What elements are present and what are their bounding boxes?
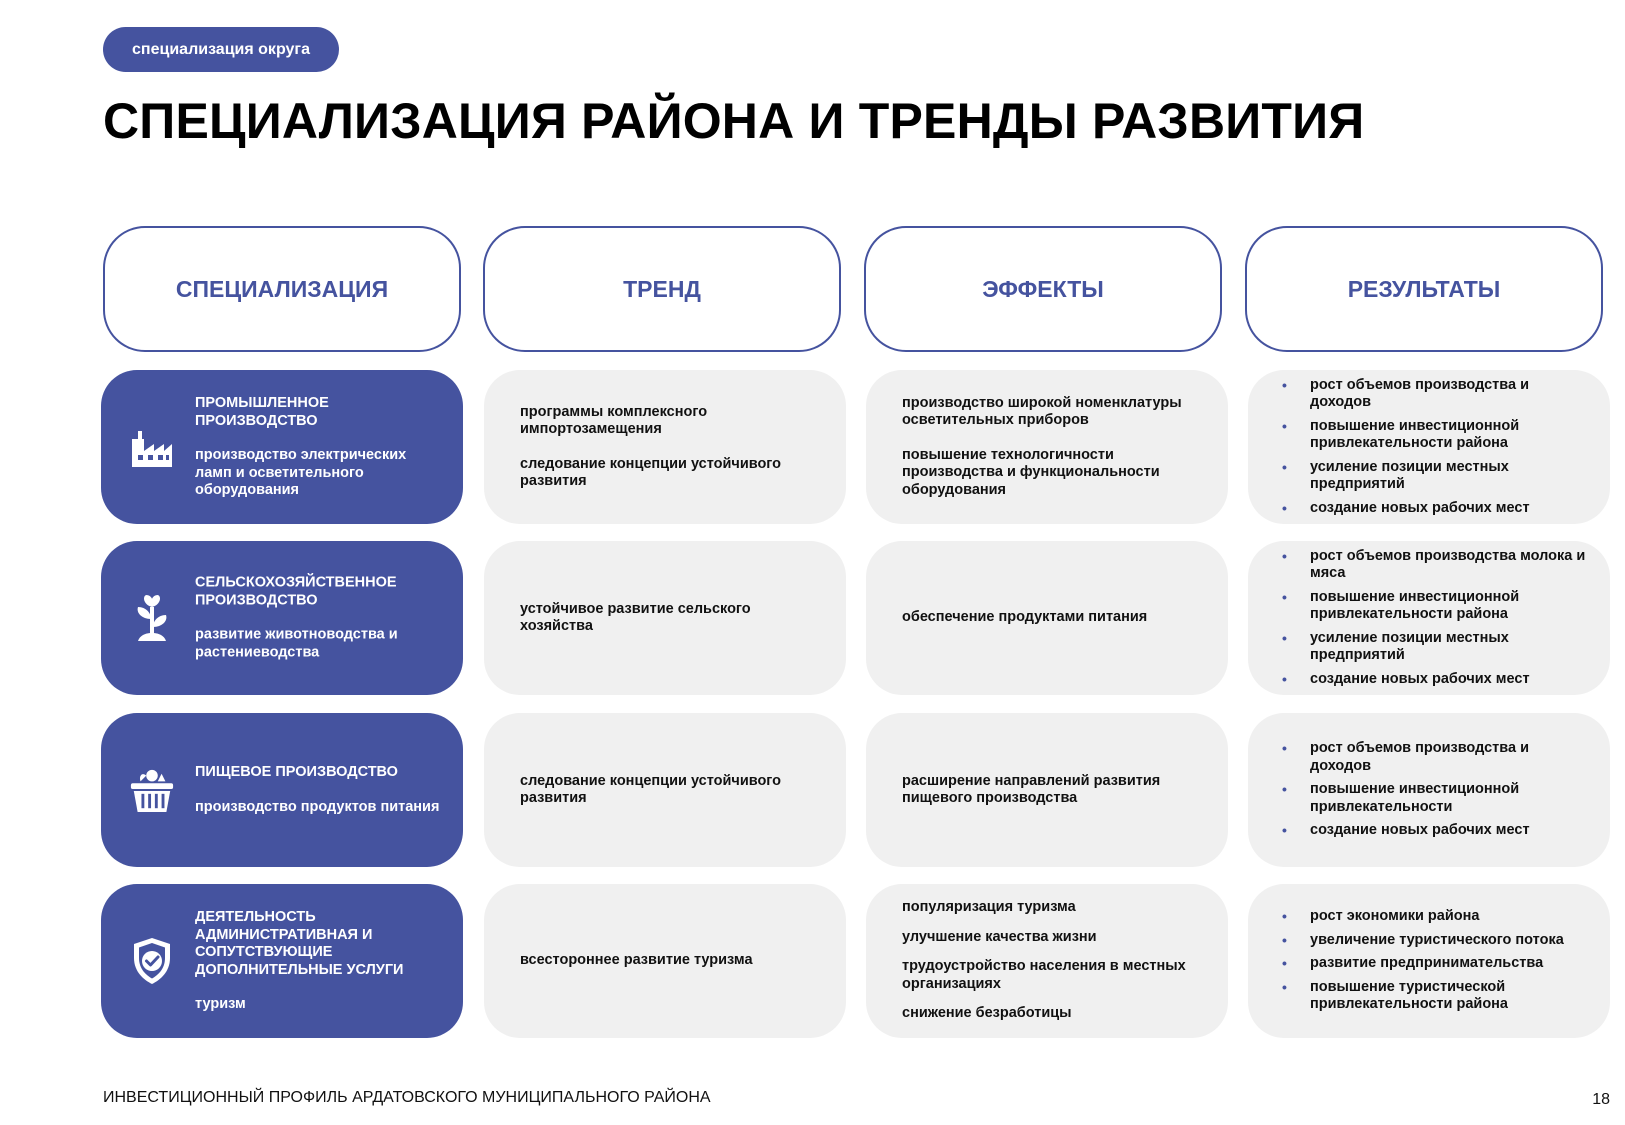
- effect-item: производство широкой номенклатуры осветительных приборов: [902, 394, 1182, 429]
- trend-item: следование концепции устойчивого развития: [520, 772, 782, 806]
- spec-name: ДЕЯТЕЛЬНОСТЬ АДМИНИСТРАТИВНАЯ И СОПУТСТВУЮЩИЕ ДОПОЛНИТЕЛЬНЫЕ УСЛУГИ: [195, 908, 404, 978]
- spec-description: производство электрических ламп и осветительного оборудования: [195, 446, 407, 498]
- trend-cell-3: [484, 713, 846, 867]
- header-trend: [483, 226, 841, 352]
- result-item: • развитие предпринимательства: [1282, 955, 1590, 973]
- results-cell-4: [1248, 884, 1610, 1038]
- result-item: • усиление позиции местных предприятий: [1282, 459, 1590, 494]
- effect-item: обеспечение продуктами питания: [902, 609, 1148, 626]
- results-cell-1: [1248, 370, 1610, 524]
- result-item: • создание новых рабочих мест: [1282, 822, 1590, 840]
- effect-item: снижение безработицы: [902, 1005, 1072, 1022]
- result-item: • создание новых рабочих мест: [1282, 500, 1590, 518]
- effects-cell-4: [866, 884, 1228, 1038]
- result-item: • повышение туристической привлекательности района: [1282, 979, 1590, 1014]
- spec-description: развитие животноводства и растениеводства: [195, 626, 398, 660]
- spec-cell-agriculture: [101, 541, 463, 695]
- footer-text: ИНВЕСТИЦИОННЫЙ ПРОФИЛЬ АРДАТОВСКОГО МУНИЦИПАЛЬНОГО РАЙОНА: [103, 1089, 711, 1106]
- spec-cell-administrative: [101, 884, 463, 1038]
- sprout-icon: [129, 593, 175, 643]
- page-number: 18: [1592, 1091, 1610, 1108]
- spec-description: производство продуктов питания: [195, 798, 440, 815]
- header-results: [1245, 226, 1603, 352]
- header-results-label: РЕЗУЛЬТАТЫ: [1347, 275, 1501, 302]
- trend-item: программы комплексного импортозамещения: [520, 403, 708, 437]
- spec-cell-food: [101, 713, 463, 867]
- trend-item: всестороннее развитие туризма: [520, 952, 753, 969]
- result-item: • рост объемов производства и доходов: [1282, 740, 1590, 775]
- header-effects: [864, 226, 1222, 352]
- results-cell-3: [1248, 713, 1610, 867]
- header-effects-label: ЭФФЕКТЫ: [982, 275, 1104, 302]
- effect-item: повышение технологичности производства и функциональности оборудования: [902, 446, 1160, 498]
- result-item: • повышение инвестиционной привлекательности района: [1282, 589, 1590, 624]
- factory-icon: [129, 422, 175, 472]
- result-item: • рост экономики района: [1282, 908, 1590, 926]
- result-item: • повышение инвестиционной привлекательности района: [1282, 418, 1590, 453]
- effect-item: трудоустройство населения в местных организациях: [902, 958, 1186, 992]
- shield-check-icon: [129, 936, 175, 986]
- spec-name: СЕЛЬСКОХОЗЯЙСТВЕННОЕ ПРОИЗВОДСТВО: [195, 574, 397, 608]
- effect-item: улучшение качества жизни: [902, 928, 1097, 945]
- section-badge: специализация округа: [103, 27, 339, 72]
- trend-cell-4: [484, 884, 846, 1038]
- result-item: • повышение инвестиционной привлекательности: [1282, 781, 1590, 816]
- result-item: • рост объемов производства и доходов: [1282, 377, 1590, 412]
- trend-item: устойчивое развитие сельского хозяйства: [520, 600, 751, 634]
- result-item: • рост объемов производства молока и мяса: [1282, 548, 1590, 583]
- page-title: СПЕЦИАЛИЗАЦИЯ РАЙОНА И ТРЕНДЫ РАЗВИТИЯ: [103, 93, 1365, 149]
- effects-cell-3: [866, 713, 1228, 867]
- spec-cell-industrial: [101, 370, 463, 524]
- header-specialization-label: СПЕЦИАЛИЗАЦИЯ: [175, 275, 389, 302]
- effects-cell-1: [866, 370, 1228, 524]
- header-trend-label: ТРЕНД: [623, 275, 701, 302]
- effect-item: расширение направлений развития пищевого производства: [902, 772, 1161, 806]
- trend-cell-2: [484, 541, 846, 695]
- effect-item: популяризация туризма: [902, 899, 1076, 916]
- header-specialization: [103, 226, 461, 352]
- trend-cell-1: [484, 370, 846, 524]
- spec-description: туризм: [195, 995, 246, 1012]
- food-basket-icon: [129, 765, 175, 815]
- spec-name: ПРОМЫШЛЕННОЕ ПРОИЗВОДСТВО: [195, 394, 329, 429]
- effects-cell-2: [866, 541, 1228, 695]
- results-cell-2: [1248, 541, 1610, 695]
- result-item: • создание новых рабочих мест: [1282, 671, 1590, 689]
- spec-name: ПИЩЕВОЕ ПРОИЗВОДСТВО: [195, 764, 398, 780]
- trend-item: следование концепции устойчивого развития: [520, 455, 782, 489]
- result-item: • увеличение туристического потока: [1282, 932, 1590, 950]
- result-item: • усиление позиции местных предприятий: [1282, 630, 1590, 665]
